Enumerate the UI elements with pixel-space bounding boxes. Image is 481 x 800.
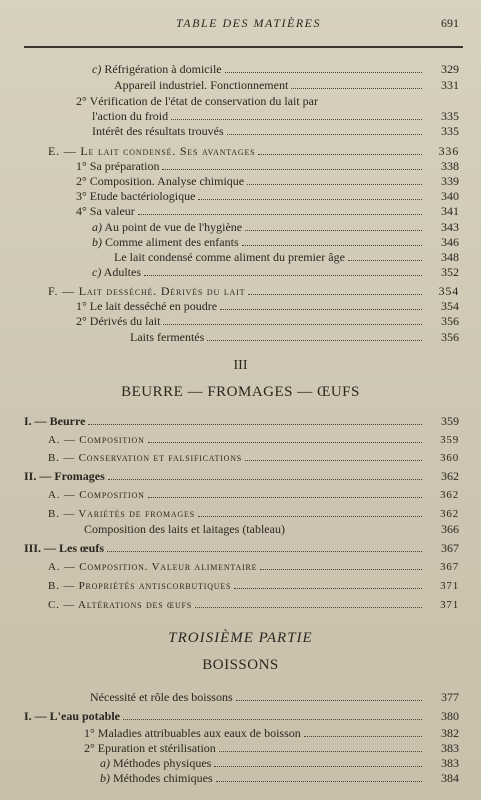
toc-chapter-oeufs: III. — Les œufs 367 [24,541,459,555]
toc-entry: c) Réfrigération à domicile 329 [92,62,459,76]
toc-entry: C. — Altérations des œufs 371 [48,599,459,611]
toc-page: 348 [441,250,459,264]
toc-entry: B. — Propriétés antiscorbutiques 371 [48,580,459,592]
part-title: TROISIÈME PARTIE [168,630,313,646]
toc-entry: 2° Epuration et stérilisation 383 [84,741,459,755]
dot-leader [216,772,422,782]
part-numeral: III [233,358,248,373]
toc-entry: Nécessité et rôle des boissons 377 [90,690,459,704]
toc-entry: a) Méthodes physiques 383 [100,756,459,770]
dot-leader [108,470,422,480]
dot-leader [258,145,422,155]
toc-entry: Appareil industriel. Fonctionnement 331 [114,78,459,92]
dot-leader [198,190,422,200]
dot-leader [198,507,422,517]
toc-entry: A. — Composition 362 [48,489,459,501]
dot-leader [234,579,422,589]
toc-page: 371 [440,580,459,592]
dot-leader [227,125,422,135]
toc-chapter-eau: I. — L'eau potable 380 [24,709,459,723]
toc-entry-continued: 2° Vérification de l'état de conservation du lait par [76,94,318,108]
toc-page: 354 [441,299,459,313]
toc-page: 362 [440,489,459,501]
toc-page: 384 [441,771,459,785]
dot-leader [245,451,422,461]
toc-entry: 2° Dérivés du lait 356 [76,314,459,328]
dot-leader [245,221,422,231]
toc-page: 343 [441,220,459,234]
toc-page: 341 [441,204,459,218]
dot-leader [107,542,422,552]
dot-leader [348,251,422,261]
toc-page: 331 [441,78,459,92]
part-subtitle: BOISSONS [202,657,279,673]
toc-page: 356 [441,330,459,344]
dot-leader [214,757,422,767]
toc-entry: Laits fermentés 356 [130,330,459,344]
toc-page: 338 [441,159,459,173]
toc-page: 383 [441,741,459,755]
toc-chapter-beurre: I. — Beurre 359 [24,414,459,428]
dot-leader [220,300,422,310]
dot-leader [304,727,422,737]
toc-page: 380 [441,709,459,723]
dot-leader [236,691,422,701]
toc-entry: b) Comme aliment des enfants 346 [92,235,459,249]
toc-entry: 1° Sa préparation 338 [76,159,459,173]
toc-page: 382 [441,726,459,740]
toc-entry: 1° Maladies attribuables aux eaux de boisson 382 [84,726,459,740]
toc-page: 354 [438,284,459,298]
toc-page: 339 [441,174,459,188]
toc-entry: Composition des laits et laitages (tableau) 366 [84,522,459,536]
toc-entry: B. — Conservation et falsifications 360 [48,452,459,464]
toc-entry: 2° Composition. Analyse chimique 339 [76,174,459,188]
running-head [0,16,481,36]
toc-page: 335 [441,109,459,123]
toc-entry: B. — Variétés de fromages 362 [48,508,459,520]
toc-entry: c) Adultes 352 [92,265,459,279]
toc-section-e: E. — Le lait condensé. Ses avantages 336 [48,144,459,158]
dot-leader [123,710,422,720]
toc-entry: A. — Composition 359 [48,434,459,446]
toc-page: 377 [441,690,459,704]
toc-page: 371 [440,599,459,611]
toc-page: 360 [440,452,459,464]
dot-leader [291,79,422,89]
dot-leader [162,160,422,170]
toc-page: 383 [441,756,459,770]
dot-leader [219,742,422,752]
toc-page: 340 [441,189,459,203]
toc-entry: 1° Le lait desséché en poudre 354 [76,299,459,313]
header-rule [24,46,463,48]
toc-entry: Le lait condensé comme aliment du premier âge 348 [114,250,459,264]
toc-page: 346 [441,235,459,249]
toc-page: 335 [441,124,459,138]
dot-leader [138,205,422,215]
dot-leader [148,488,422,498]
part-heading: BEURRE — FROMAGES — ŒUFS [121,384,360,400]
toc-page: 362 [441,469,459,483]
toc-page: 356 [441,314,459,328]
page-number: 691 [441,16,459,30]
dot-leader [248,285,422,295]
dot-leader [288,524,422,533]
dot-leader [171,110,422,120]
dot-leader [225,63,422,73]
toc-entry: l'action du froid 335 [92,109,459,123]
toc-page: 329 [441,62,459,76]
toc-page: 362 [440,508,459,520]
toc-page: 367 [441,541,459,555]
toc-page: 367 [440,561,459,573]
toc-entry: a) Au point de vue de l'hygiène 343 [92,220,459,234]
dot-leader [242,236,422,246]
dot-leader [247,175,422,185]
toc-entry: 4° Sa valeur 341 [76,204,459,218]
toc-entry: Intérêt des résultats trouvés 335 [92,124,459,138]
toc-entry: A. — Composition. Valeur alimentaire 367 [48,561,459,573]
dot-leader [88,415,422,425]
toc-page: 366 [441,522,459,536]
toc-page: 359 [441,414,459,428]
toc-section-f: F. — Lait desséché. Dérivés du lait 354 [48,284,459,298]
toc-page: 352 [441,265,459,279]
dot-leader [195,598,422,608]
dot-leader [163,315,422,325]
toc-chapter-fromages: II. — Fromages 362 [24,469,459,483]
running-title: TABLE DES MATIÈRES [176,16,321,30]
toc-page: 359 [440,434,459,446]
toc-entry: 3° Etude bactériologique 340 [76,189,459,203]
dot-leader [144,266,422,276]
dot-leader [260,560,422,570]
toc-page: 336 [438,144,459,158]
dot-leader [207,331,422,341]
dot-leader [148,433,422,443]
toc-entry: b) Méthodes chimiques 384 [100,771,459,785]
